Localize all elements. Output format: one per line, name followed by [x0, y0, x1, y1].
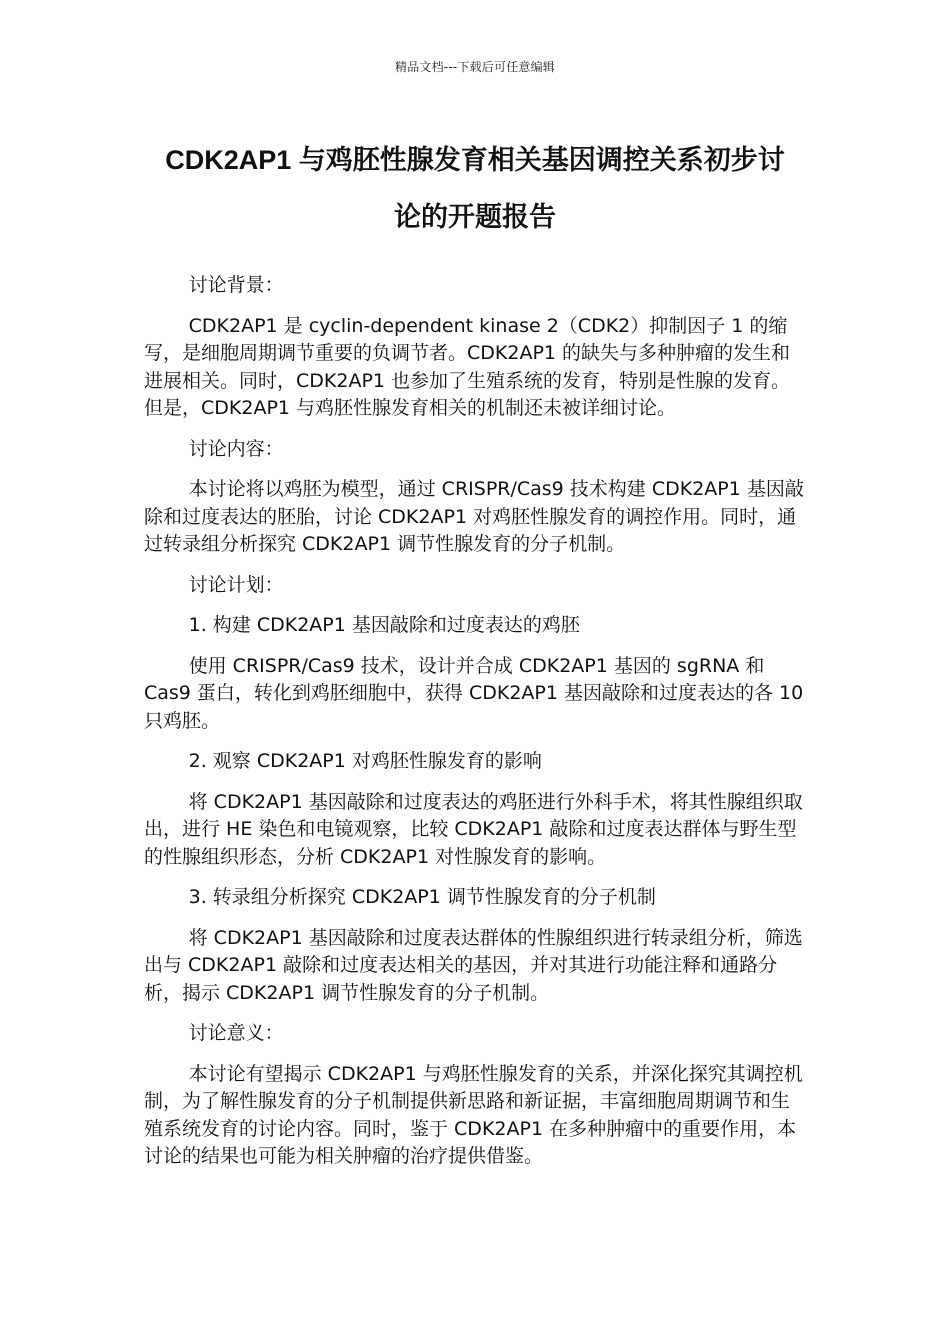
plan-step-2-heading: 2. 观察 CDK2AP1 对鸡胚性腺发育的影响	[188, 750, 542, 772]
section-heading-significance: 讨论意义：	[188, 1022, 284, 1044]
document-body	[144, 272, 806, 1184]
section-heading-plan: 讨论计划：	[188, 573, 284, 596]
section-heading-content: 讨论内容：	[188, 437, 284, 460]
title-line-1: CDK2AP1 与鸡胚性腺发育相关基因调控关系初步讨	[165, 145, 785, 175]
document-title	[140, 132, 810, 246]
plan-step-1-text: 使用 CRISPR/Cas9 技术，设计并合成 CDK2AP1 基因的 sgRNA 和 Cas9 蛋白，转化到鸡胚细胞中，获得 CDK2AP1 基因敲除和过度表达的各 10 只鸡胚。	[144, 654, 804, 732]
plan-step-2-text: 将 CDK2AP1 基因敲除和过度表达的鸡胚进行外科手术，将其性腺组织取出，进行 HE 染色和电镜观察，比较 CDK2AP1 敲除和过度表达群体与野生型的性腺组织形态，分析 CDK2AP1 对性腺发育的影响。	[144, 790, 803, 868]
title-line-2: 论的开题报告	[394, 202, 556, 232]
paragraph-content: 本讨论将以鸡胚为模型，通过 CRISPR/Cas9 技术构建 CDK2AP1 基因敲除和过度表达的胚胎，讨论 CDK2AP1 对鸡胚性腺发育的调控作用。同时，通过转录组分析探究 CDK2AP1 调节性腺发育的分子机制。	[144, 478, 804, 555]
section-heading-background: 讨论背景：	[188, 274, 284, 296]
plan-step-3-heading: 3. 转录组分析探究 CDK2AP1 调节性腺发育的分子机制	[188, 886, 656, 908]
paragraph-background: CDK2AP1 是 cyclin-dependent kinase 2（CDK2）抑制因子 1 的缩写，是细胞周期调节重要的负调节者。CDK2AP1 的缺失与多种肿瘤的发生和进展相关。同时，CDK2AP1 也参加了生殖系统的发育，特别是性腺的发育。但是，CDK2AP1 与鸡胚性腺发育相关的机制还未被详细讨论。	[144, 314, 791, 419]
plan-step-1-heading: 1. 构建 CDK2AP1 基因敲除和过度表达的鸡胚	[188, 614, 580, 636]
page-header: 精品文档---下载后可任意编辑	[395, 60, 555, 74]
paragraph-significance: 本讨论有望揭示 CDK2AP1 与鸡胚性腺发育的关系，并深化探究其调控机制，为了解性腺发育的分子机制提供新思路和新证据，丰富细胞周期调节和生殖系统发育的讨论内容。同时，鉴于 CDK2AP1 在多种肿瘤中的重要作用，本讨论的结果也可能为相关肿瘤的治疗提供借鉴。	[144, 1062, 803, 1167]
plan-step-3-text: 将 CDK2AP1 基因敲除和过度表达群体的性腺组织进行转录组分析，筛选出与 CDK2AP1 敲除和过度表达相关的基因，并对其进行功能注释和通路分析，揭示 CDK2AP1 调节性腺发育的分子机制。	[144, 926, 803, 1004]
